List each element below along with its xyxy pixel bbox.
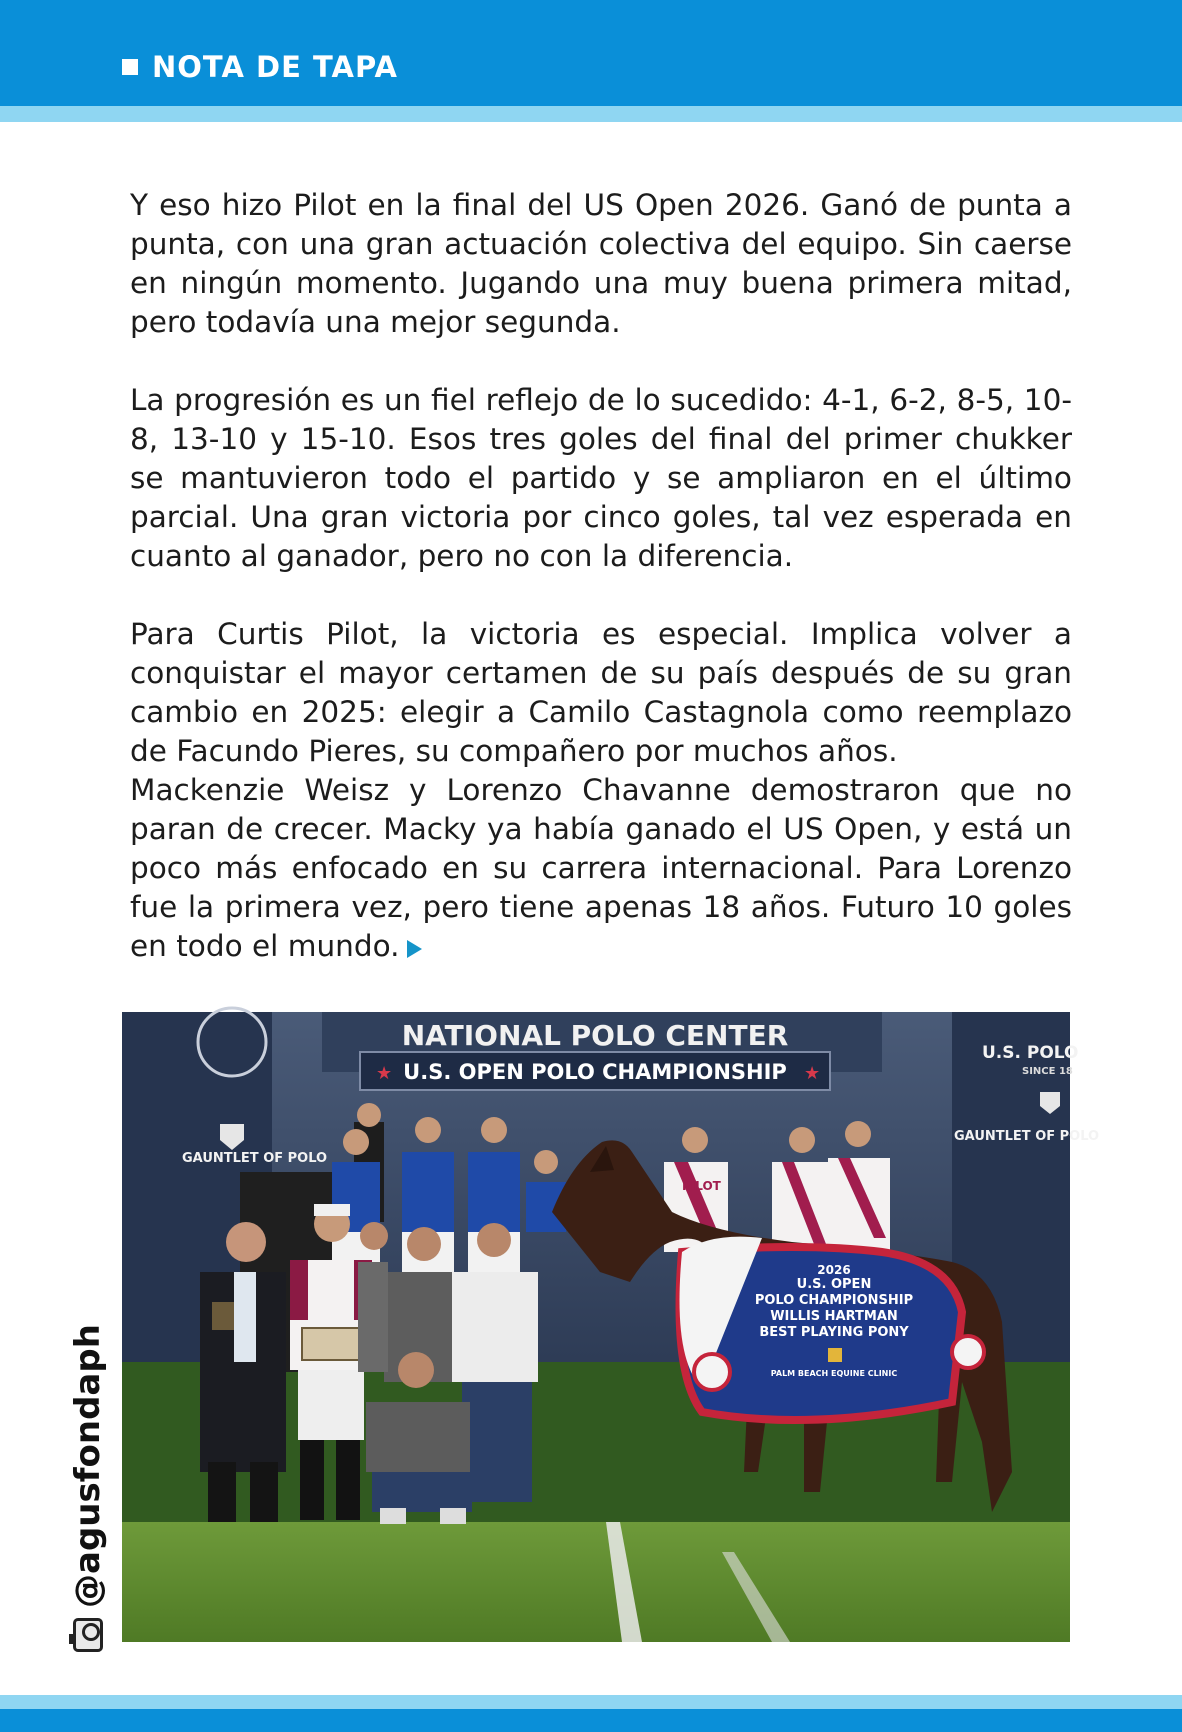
award-photo	[122, 1012, 1100, 1642]
gauntlet-sign-left: GAUNTLET OF POLO	[182, 1151, 328, 1166]
photo-credit	[68, 1322, 128, 1652]
end-of-article-icon	[407, 940, 422, 958]
blanket-line: WILLIS HARTMAN	[770, 1309, 898, 1324]
section-label	[122, 50, 398, 84]
us-polo-since: SINCE 18	[1022, 1066, 1073, 1077]
us-polo-sign: U.S. POLO	[982, 1043, 1079, 1063]
square-bullet-icon	[122, 59, 138, 75]
paragraph: Y eso hizo Pilot en la final del US Open 2026. Ganó de punta a punta, con una gran actuación colectiva del equipo. Sin caerse en ningún momento. Jugando una muy buena primera mitad, pero todavía una mejor segunda.	[130, 188, 1072, 339]
banner-title: NATIONAL POLO CENTER	[401, 1019, 789, 1052]
trophy-icon	[212, 1302, 234, 1330]
blanket-line: 2026	[817, 1263, 851, 1277]
article-body	[130, 186, 1072, 966]
blanket-sponsor: PALM BEACH EQUINE CLINIC	[770, 1369, 898, 1378]
camera-icon	[73, 1618, 103, 1652]
blanket-line: U.S. OPEN	[796, 1277, 872, 1292]
paragraph-text: Mackenzie Weisz y Lorenzo Chavanne demostraron que no paran de crecer. Macky ya había ganado el US Open, y está un poco más enfocado en su carrera internacional. Para Lorenzo fue la primera vez, pero tiene apenas 18 años. Futuro 10 goles en todo el mundo.	[130, 773, 1072, 963]
paragraph: La progresión es un fiel reflejo de lo sucedido: 4-1, 6-2, 8-5, 10-8, 13-10 y 15-10. Esos tres goles del final del primer chukker se mantuvieron todo el partido y se ampliaron en el último parcial. Una gran victoria por cinco goles, tal vez esperada en cuanto al ganador, pero no con la diferencia.	[130, 383, 1072, 573]
paragraph: Para Curtis Pilot, la victoria es especial. Implica volver a conquistar el mayor certamen de su país después de su gran cambio en 2025: elegir a Camilo Castagnola como reemplazo de Facundo Pieres, su compañero por muchos años.	[130, 617, 1072, 768]
trophy-icon	[302, 1328, 362, 1360]
star-icon: ★	[804, 1063, 821, 1083]
blanket-line: BEST PLAYING PONY	[759, 1325, 909, 1340]
paragraph-last	[130, 771, 1072, 966]
banner-subtitle: U.S. OPEN POLO CHAMPIONSHIP	[403, 1060, 787, 1084]
section-title: NOTA DE TAPA	[152, 50, 398, 84]
team-sash-label: PILOT	[682, 1179, 721, 1193]
footer-bar	[0, 1709, 1182, 1732]
star-icon: ★	[376, 1063, 393, 1083]
blanket-line: POLO CHAMPIONSHIP	[754, 1293, 914, 1308]
association-seal-icon	[952, 1336, 984, 1368]
header-stripe	[0, 106, 1182, 122]
footer-stripe	[0, 1695, 1182, 1709]
gauntlet-sign-right: GAUNTLET OF POLO	[954, 1129, 1100, 1144]
sponsor-logo-icon	[828, 1348, 842, 1362]
award-photo-illustration	[122, 1012, 1100, 1642]
photo-credit-text: @agusfondaph	[68, 1324, 108, 1608]
np-logo-icon	[694, 1354, 730, 1390]
